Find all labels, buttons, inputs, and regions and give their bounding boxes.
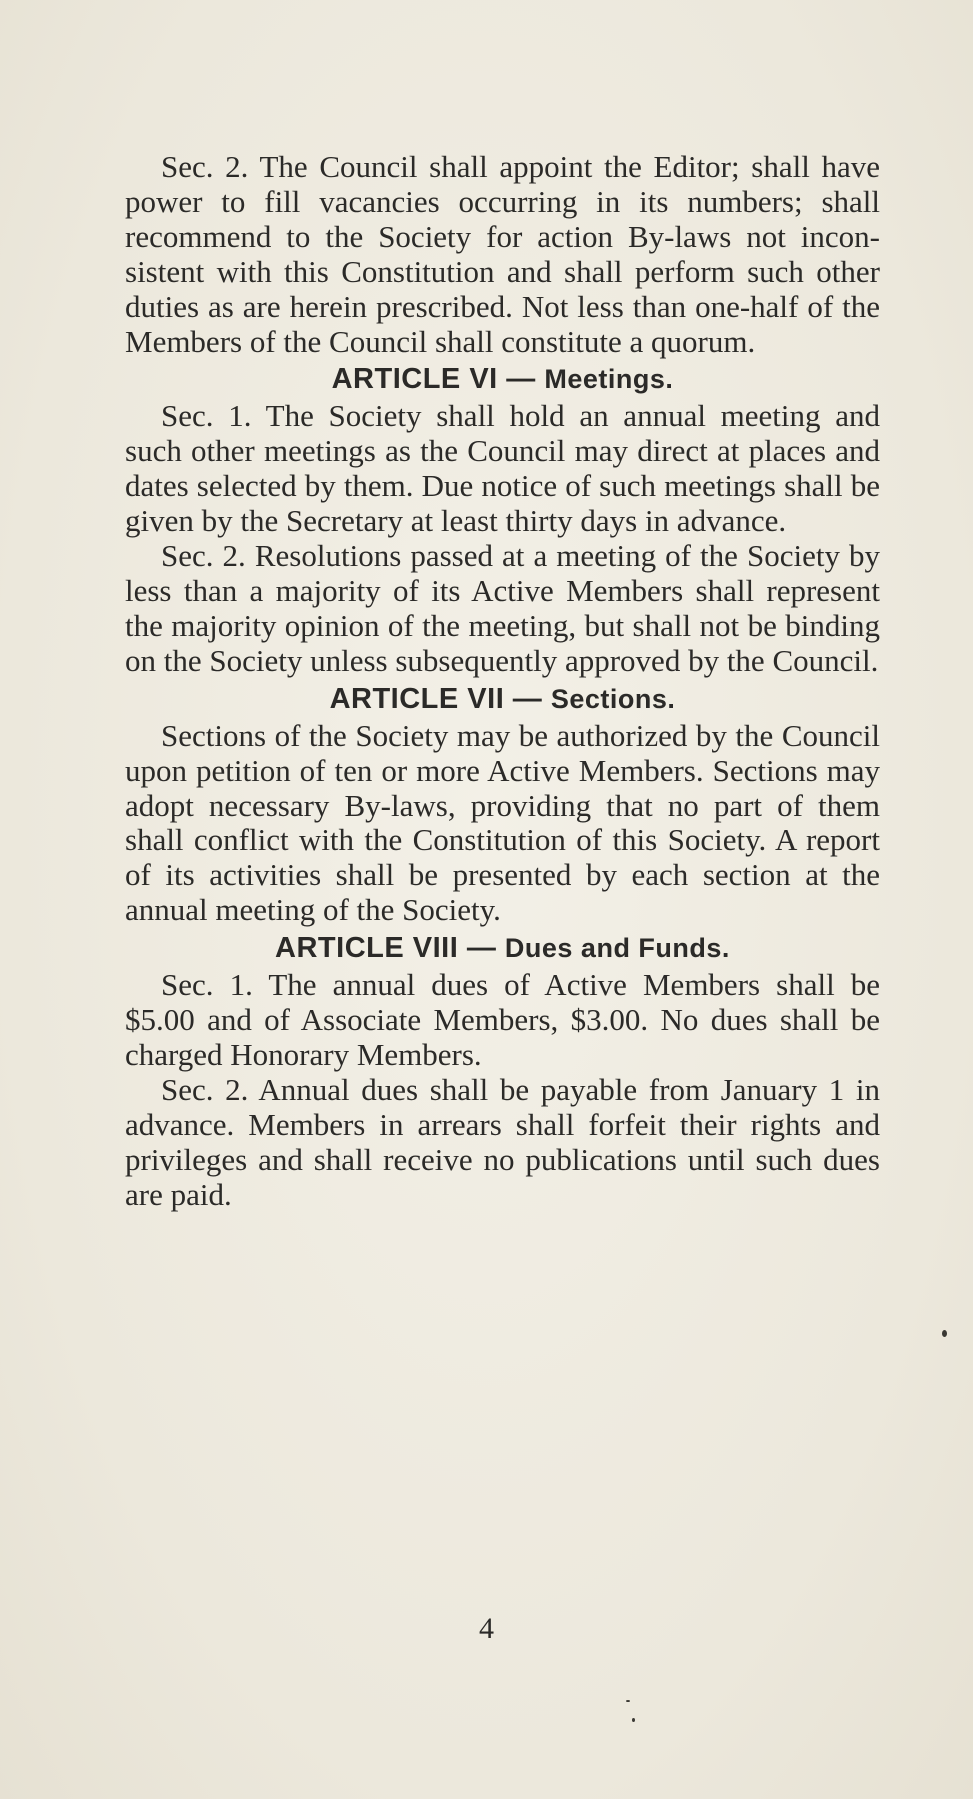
article8-sec2-paragraph: Sec. 2. Annual dues shall be payable from January 1 in advance. Members in arrears shall forfeit their rights and privileges and shall receive no publications until such dues are paid.: [125, 1071, 880, 1212]
article6-subtitle: Meetings.: [544, 364, 674, 395]
article8-title: ARTICLE VIII —: [275, 932, 497, 965]
paper-speck: [626, 1700, 630, 1702]
article7-heading: [125, 679, 880, 719]
paper-speck: [942, 1330, 947, 1337]
article6-sec1-paragraph: Sec. 1. The Society shall hold an annual meeting and such other meetings as the Council may direct at places and dates selected by them. Due notice of such meetings shall be given by the Secretary at least thirty days in advance.: [125, 398, 880, 539]
article8-sec1-paragraph: Sec. 1. The annual dues of Active Members shall be $5.00 and of Associate Members, $3.00. No dues shall be charged Honorary Members.: [125, 967, 880, 1072]
document-body: [125, 150, 880, 1212]
paper-speck: [632, 1718, 635, 1722]
article6-heading: [125, 359, 880, 399]
article8-heading: [125, 928, 880, 968]
article7-body-paragraph: Sections of the Society may be authorized by the Council upon petition of ten or more Active Members. Sections may adopt necessary By-laws, providing that no part of them shall conflict with the Constitution of this Society. A report of its activities shall be presented by each section at the annual meeting of the Society.: [125, 717, 880, 928]
page-number: 4: [479, 1612, 494, 1645]
article7-subtitle: Sections.: [550, 683, 676, 714]
article5-sec2-paragraph: Sec. 2. The Council shall appoint the Editor; shall have power to fill vacancies occurring in its numbers; shall recommend to the Society for action By-laws not inconsistent with this Constitution and shall perform such other duties as are herein prescribed. Not less than one-half of the Members of the Council shall constitute a quorum.: [125, 149, 880, 359]
article8-subtitle: Dues and Funds.: [504, 933, 730, 964]
article6-sec2-paragraph: Sec. 2. Resolutions passed at a meeting of the Society by less than a majority of its Active Members shall represent the majority opinion of the meeting, but shall not be binding on the Society unless subsequently approved by the Council.: [125, 538, 880, 678]
article7-title: ARTICLE VII —: [329, 682, 543, 715]
article6-title: ARTICLE VI —: [331, 363, 536, 396]
